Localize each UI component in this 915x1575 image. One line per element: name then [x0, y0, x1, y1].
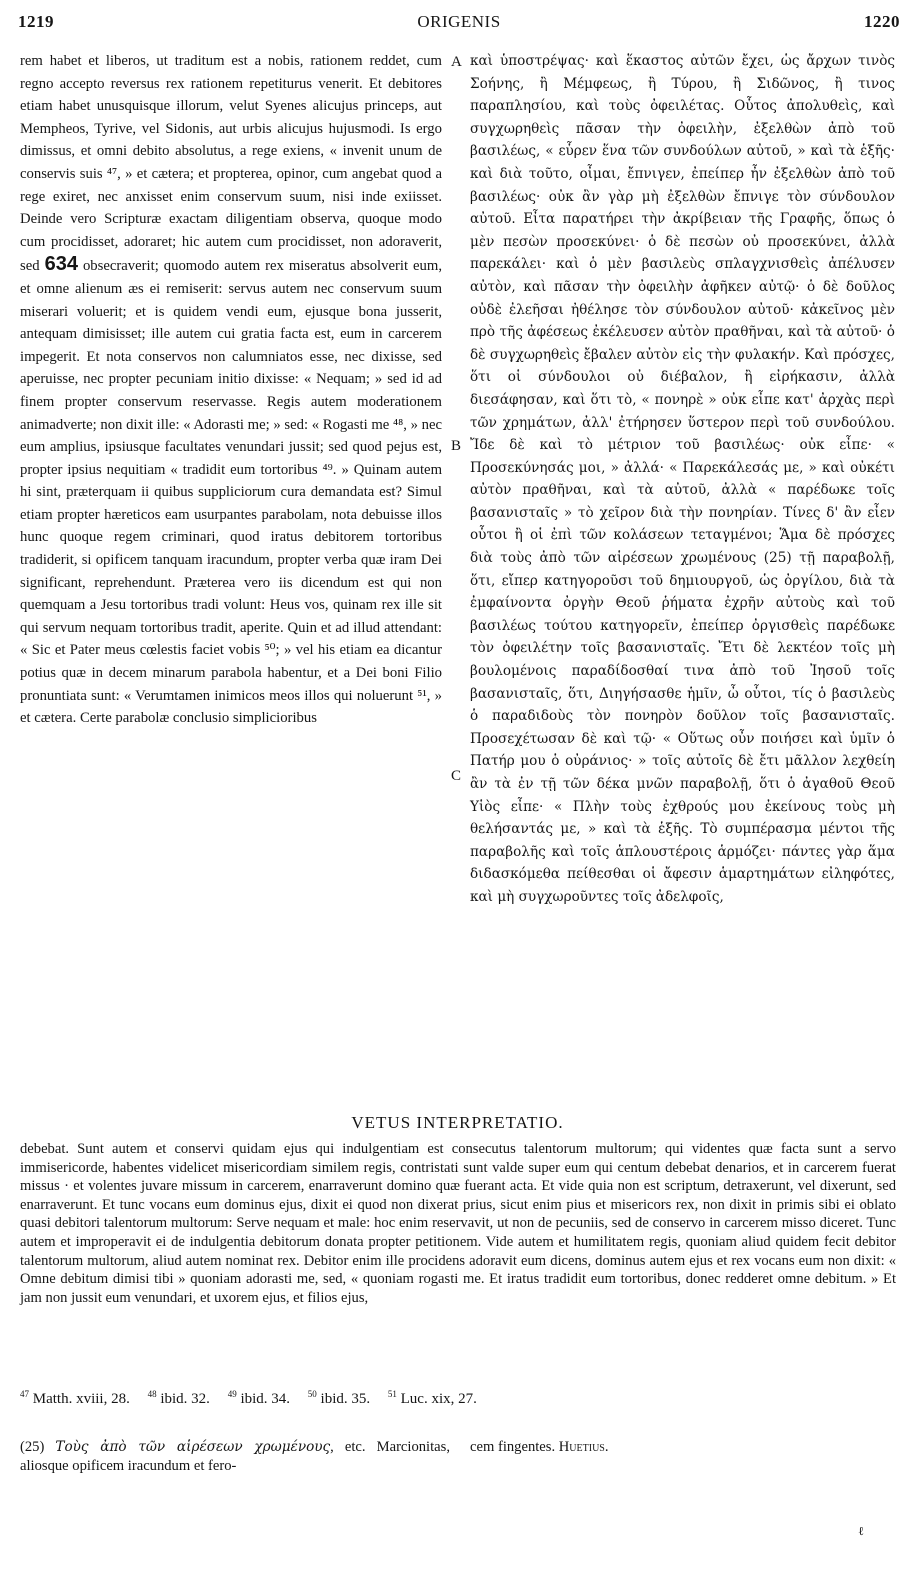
- margin-letter-a: A: [451, 54, 462, 70]
- note-author: Huetius.: [558, 1439, 609, 1455]
- vetus-interpretatio: [20, 1140, 896, 1307]
- running-header: [18, 12, 900, 38]
- latin-text-before: rem habet et liberos, ut traditum est a nobis, rationem reddet, cum regno accepto reversus rex rationem repetiturus venerit. Et debitores etiam habet unusquisque illorum, velut Syenes alicujus princeps, aut Mempheos, Tyrive, vel Sidonis, aut urbis alicujus hujusmodi. Is ergo dimissus, et omni debito absolutus, a rege exiens, « invenit unum de conservis suis ⁴⁷, » et cætera; et propterea, opinor, cum angebat quod a rege exiret, nec anxisset enim conservum suum, nisi inde exiisset. Deinde vero Scripturæ exactam diligentiam observa, quoque modo cum procidisset, adoraret; hic autem cum procidisset, non adoraverit, sed: [20, 53, 442, 275]
- greek-paragraph: καὶ ὑποστρέψας· καὶ ἕκαστος αὐτῶν ἔχει, ὡς ἄρχων τινὸς Σοήνης, ἢ Μέμφεως, ἢ Τύρου, ἢ Σιδῶνος, ἢ τινος παραπλησίου, καὶ τοὺς ὀφειλέτας. Οὗτος ἀπολυθεὶς, καὶ συγχωρηθεὶς πᾶσαν τὴν ὀφειλὴν, ἐξελθὼν ἀπὸ τοῦ βασιλέως, « εὗρεν ἕνα τῶν συνδούλων αὐτοῦ, » καὶ τὰ ἑξῆς· καὶ διὰ τοῦτο, οἶμαι, ἔπνιγεν, ἐπείπερ ἦν ἐξελθὼν ἀπὸ τοῦ βασιλέως· οὐκ ἂν γὰρ μὴ ἐξελθὼν ἔπνιγε τὸν σύνδουλον αὐτοῦ. Εἶτα παρατήρει τὴν ἀκρίβειαν τῆς Γραφῆς, ὅπως ὁ μὲν πεσὼν προσεκύνει· ὁ δὲ πεσὼν οὐ προσεκύνει, ἀλλὰ παρεκάλει· καὶ ὁ μὲν βασιλεὺς σπλαγχνισθεὶς ἀπέλυσεν αὐτὸν, καὶ πᾶσαν τὴν ὀφειλὴν ἀφῆκεν αὐτῷ· ὁ δὲ δοῦλος οὐδὲ ἐλεῆσαι ἠθέλησε τὸν σύνδουλον αὐτοῦ· κἀκεῖνος μὲν πρὸ τῆς ἀφέσεως ἐκέλευσεν αὐτὸν πραθῆναι, καὶ τὰ αὐτοῦ· ὁ δὲ συγχωρηθεὶς ἔβαλεν αὐτὸν εἰς τὴν φυλακήν. Καὶ πρόσχες, ὅτι οἱ σύνδουλοι οὐ διέβαλον, ἢ εἰρήκασιν, ἀλλὰ διεσάφησαν, καὶ ὅτι τὸ, « πονηρὲ » οὐκ εἶπε κατ' ἀρχὰς περὶ τῶν χρημάτων, ἀλλ' ἐτήρησεν ὕστερον περὶ τοῦ συνδούλου. Ἴδε δὲ καὶ τὸ μέτριον τοῦ βασιλέως· οὐκ εἶπε· « Προσεκύνησάς μοι, » ἀλλά· « Παρεκάλεσάς με, » καὶ οὐκέτι αὐτὸν πραθῆναι, καὶ τὰ αὐτοῦ, ἀλλὰ « παρέδωκε τοῖς βασανισταῖς » τὸ χεῖρον διὰ τὴν πονηρίαν. Τίνες δ' ἂν εἶεν οὗτοι ἢ οἱ ἐπὶ τῶν κολάσεων τεταγμένοι; Ἅμα δὲ πρόσχες διὰ τοὺς ἀπὸ τῶν αἱρέσεων χρωμένους (25) τῇ παραβολῇ, ὅτι, εἴπερ κατηγοροῦσι τοῦ δημιουργοῦ, ὡς ὀργίλου, διὰ τὰ ἐμφαίνοντα ὀργὴν Θεοῦ ῥήματα ἐχρῆν αὐτοὺς καὶ τοῦ βασιλέως τούτου κατηγορεῖν, ἐπείπερ ὀργισθεὶς παρέδωκε τὸν ὀφειλέτην τοῖς βασανισταῖς. Ἔτι δὲ λεκτέον τοῖς μὴ βουλομένοις παραδίδοσθαί τινα ἀπὸ τοῦ Ἰησοῦ τοῖς βασανισταῖς, ὅτι, Διηγήσασθε ἡμῖν, ὦ οὗτοι, τίς ὁ βασιλεὺς ὁ παραδιδοὺς τὸν πονηρὸν δοῦλον τοῖς βασανισταῖς. Προσεχέτωσαν δὲ καὶ τῷ· « Οὕτως οὖν ποιήσει καὶ ὑμῖν ὁ Πατήρ μου ὁ οὐράνιος· » τοῖς αὐτοῖς δὲ ἔτι μᾶλλον λεχθείη ἂν τὰ ἐν τῇ τῶν δέκα μνῶν παραβολῇ, ὅτι ὁ ἀγαθοῦ Θεοῦ Υἱὸς εἶπε· « Πλὴν τοὺς ἐχθρούς μου ἐκείνους τοὺς μὴ θελήσαντάς με, » καὶ τὰ ἑξῆς. Τὸ συμπέρασμα μέντοι τῆς παραβολῆς καὶ τοῖς ἁπλουστέροις ἁρμόζει· πάντες γὰρ ἅμα διδασκόμεθα πείθεσθαι οἱ ἄφεσιν ἁμαρτημάτων εἰληφότες, καὶ μὴ συγχωροῦντες τοῖς ἀδελφοῖς,: [470, 53, 895, 905]
- footnote-ref: $^{48}$ ibid. 32.: [147, 1389, 210, 1407]
- margin-letter-b: B: [451, 438, 462, 454]
- note-marker: (25): [20, 1439, 45, 1455]
- footnote-ref: $^{47}$ Matth. xviii, 28.: [20, 1389, 130, 1407]
- vetus-paragraph: debebat. Sunt autem et conservi quidam ejus qui indulgentiam est consecutus talentorum multorum; qui videntes quæ facta sunt a servo immisericorde, habentes videlicet misericordiam similem regis, contristati sunt valde super eum qui centum debebat denarios, et in carcerem fuerat missus · et volentes juvare missum in carcerem, enarraverunt domino quæ fuerant acta. Et vide quia non est scriptum, detraxerunt, vel dixerunt, sed enarraverunt. Et tunc vocans eum dominus ejus, dixit ei quod non dixerat prius, sicut enim pius et misericors rex, non dixit in primis sibi ei oblato quasi debitori talentorum multorum: Serve nequam et male: hoc enim reservavit, ut non de pecuniis, sed de conservo in carcerem misso diceret. Tunc autem et improperavit ei de indulgentia debitorum donata propter petitionem. Vide autem et humilitatem regis, quoniam aliud quidem fecit debitor talentorum multorum, aliud autem nominat rex. Debitor enim ille procidens adoravit eum dicens, dominus autem ejus et rex vocans eum non dixit: « Omne debitum dimisi tibi » quoniam adorasti me, sed, « quoniam rogasti me. Et iratus tradidit eum tortoribus, donec redderet omne debitum. » Et jam non jussit eum venundari, et uxorem ejus, et filios ejus,: [20, 1141, 896, 1306]
- note-text-continued: cem fingentes.: [470, 1439, 556, 1455]
- latin-paragraph: [20, 50, 442, 730]
- editor-note: [20, 1438, 450, 1476]
- latin-text-after: obsecraverit; quomodo autem rex miseratus absolverit eum, et omne alienum æs ei remiserit: servus autem nec conservum suum miserari voluerit; et is quidem vendi eum, ejusque bona jusserit, antequam dimisisset; ille autem cui gratia facta est, eum in carcerem impegerit. Et nota conservos non calumniatos esse, nec dixisse, sed aperuisse, nec propter pecuniam initio dixisse: « Nequam; » sed id ad finem propter conservum reservasse. Regis autem moderationem animadverte; non dixit ille: « Adorasti me; » sed: « Rogasti me ⁴⁸, » nec eum amplius, ipsiusque facultates venundari jussit; sed quod pejus est, propter ipsius nequitiam « tradidit eum tortoribus ⁴⁹. » Quinam autem hi sint, præterquam ii quibus suppliciorum cura demandata est? Simul etiam propter hæreticos eam usurpantes parabolam, nota debuisse illos hunc quoque regem criminari, quod iratus debitorem tortoribus tradiderit, si opificem tanquam iracundum, propter verba quæ iram Dei significant, reprehendunt. Præterea vero iis dicendum est qui non quemquam a Jesu tortoribus tradi volunt: Heus vos, quinam rex ille sit qui servum nequam tortoribus tradit, aperite. Quin et ad illud attendant: « Sic et Pater meus cœlestis faciet vobis ⁵⁰; » vel his etiam ea dicantur potius quæ in decem minarum parabola habentur, et a Dei boni Filio pronuntiata sunt: « Verumtamen inimicos meos illos qui noluerunt ⁵¹, » et cætera. Certe parabolæ conclusio simplicioribus: [20, 258, 442, 727]
- note-greek: Τοὺς ἀπὸ τῶν αἱρέσεων χρωμένους: [55, 1439, 331, 1455]
- corner-mark: ℓ: [858, 1524, 864, 1538]
- footnote-ref: $^{49}$ ibid. 34.: [227, 1389, 291, 1407]
- footnote-references: [20, 1384, 896, 1409]
- page-number-left: 1219: [18, 12, 54, 31]
- page-number-right: 1220: [864, 12, 900, 31]
- migne-column-number: 634: [44, 253, 78, 276]
- footnote-ref: $^{50}$ ibid. 35.: [307, 1389, 371, 1407]
- margin-letter-c: C: [451, 768, 462, 784]
- note-text: , etc. Marcionitas, aliosque opificem iracundum et fero-: [20, 1439, 450, 1474]
- greek-column: [470, 50, 895, 1100]
- section-title: VETUS INTERPRETATIO.: [351, 1113, 564, 1132]
- footnote-ref: $^{51}$ Luc. xix, 27.: [387, 1389, 477, 1407]
- running-title: ORIGENIS: [417, 12, 501, 31]
- latin-column: [20, 50, 442, 1100]
- editor-note-continuation: [470, 1438, 890, 1457]
